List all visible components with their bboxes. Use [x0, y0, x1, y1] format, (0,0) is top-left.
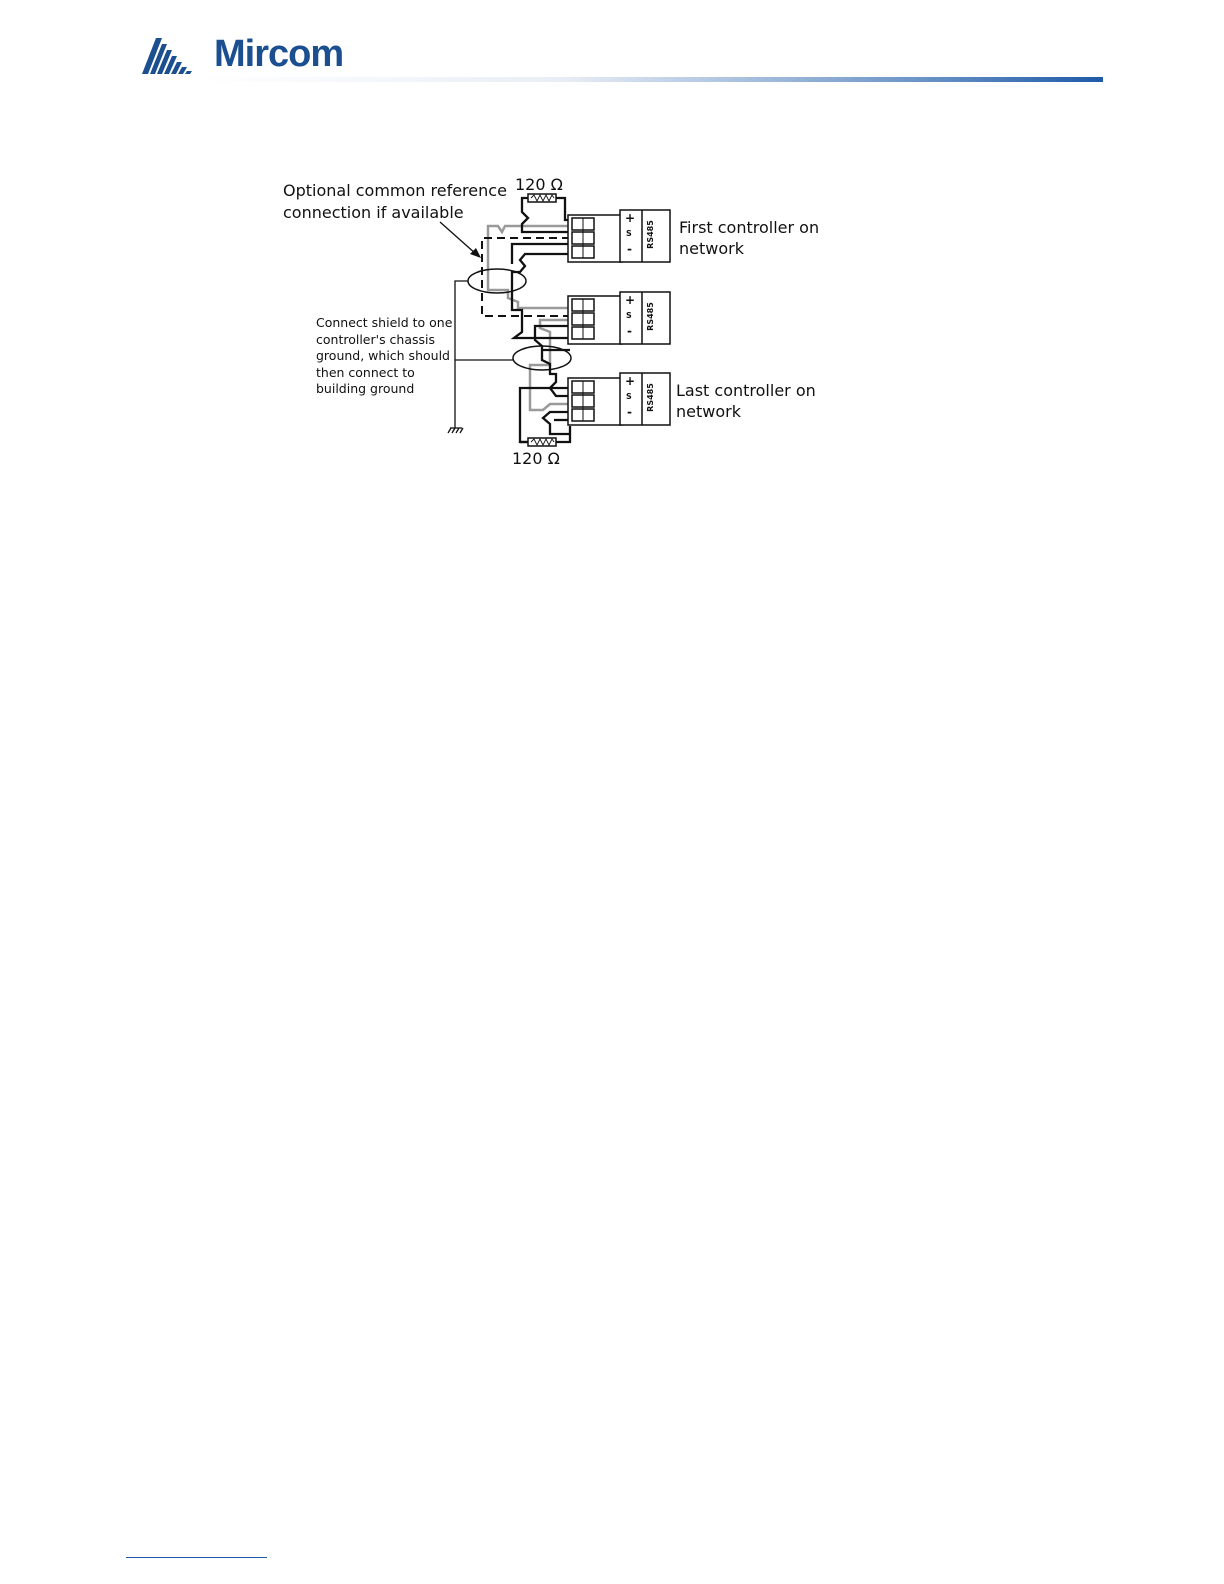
- first-terminal-minus: -: [627, 242, 632, 256]
- last-terminal-plus: +: [625, 374, 636, 388]
- last-controller-label-2: network: [676, 402, 741, 421]
- mircom-stripes-logo-icon: [140, 36, 210, 78]
- resistor-bottom-icon: [520, 426, 570, 446]
- first-controller-label-2: network: [679, 239, 744, 258]
- last-terminal-s: S: [626, 392, 632, 401]
- shield-note-line-5: building ground: [316, 381, 415, 396]
- shield-note-line-3: ground, which should: [316, 348, 450, 363]
- rs485-wiring-figure: [250, 160, 870, 480]
- middle-port-label: RS485: [645, 302, 655, 331]
- middle-terminal-minus: -: [627, 324, 632, 338]
- brand-name: Mircom: [214, 33, 344, 75]
- middle-terminal-plus: +: [625, 293, 636, 307]
- mircom-logo: [140, 33, 360, 78]
- shield-note-line-2: controller's chassis: [316, 332, 436, 347]
- resistor-bottom-label: 120 Ω: [512, 449, 560, 468]
- first-controller-label-1: First controller on: [679, 218, 820, 237]
- last-port-label: RS485: [645, 383, 655, 412]
- first-terminal-s: S: [626, 229, 632, 238]
- shield-note-line-4: then connect to: [316, 365, 415, 380]
- optional-reference-line-1: Optional common reference: [283, 181, 507, 200]
- first-terminal-plus: +: [625, 211, 636, 225]
- optional-reference-line-2: connection if available: [283, 203, 464, 222]
- footer-link[interactable]: [126, 1557, 267, 1558]
- shield-note-line-1: Connect shield to one: [316, 315, 453, 330]
- last-terminal-minus: -: [627, 405, 632, 419]
- resistor-top-label: 120 Ω: [515, 175, 563, 194]
- resistor-top-icon: [528, 194, 556, 202]
- middle-terminal-s: S: [626, 311, 632, 320]
- page-header: [0, 0, 1224, 100]
- last-controller-label-1: Last controller on: [676, 381, 816, 400]
- header-rule: [200, 77, 1103, 82]
- first-port-label: RS485: [645, 220, 655, 249]
